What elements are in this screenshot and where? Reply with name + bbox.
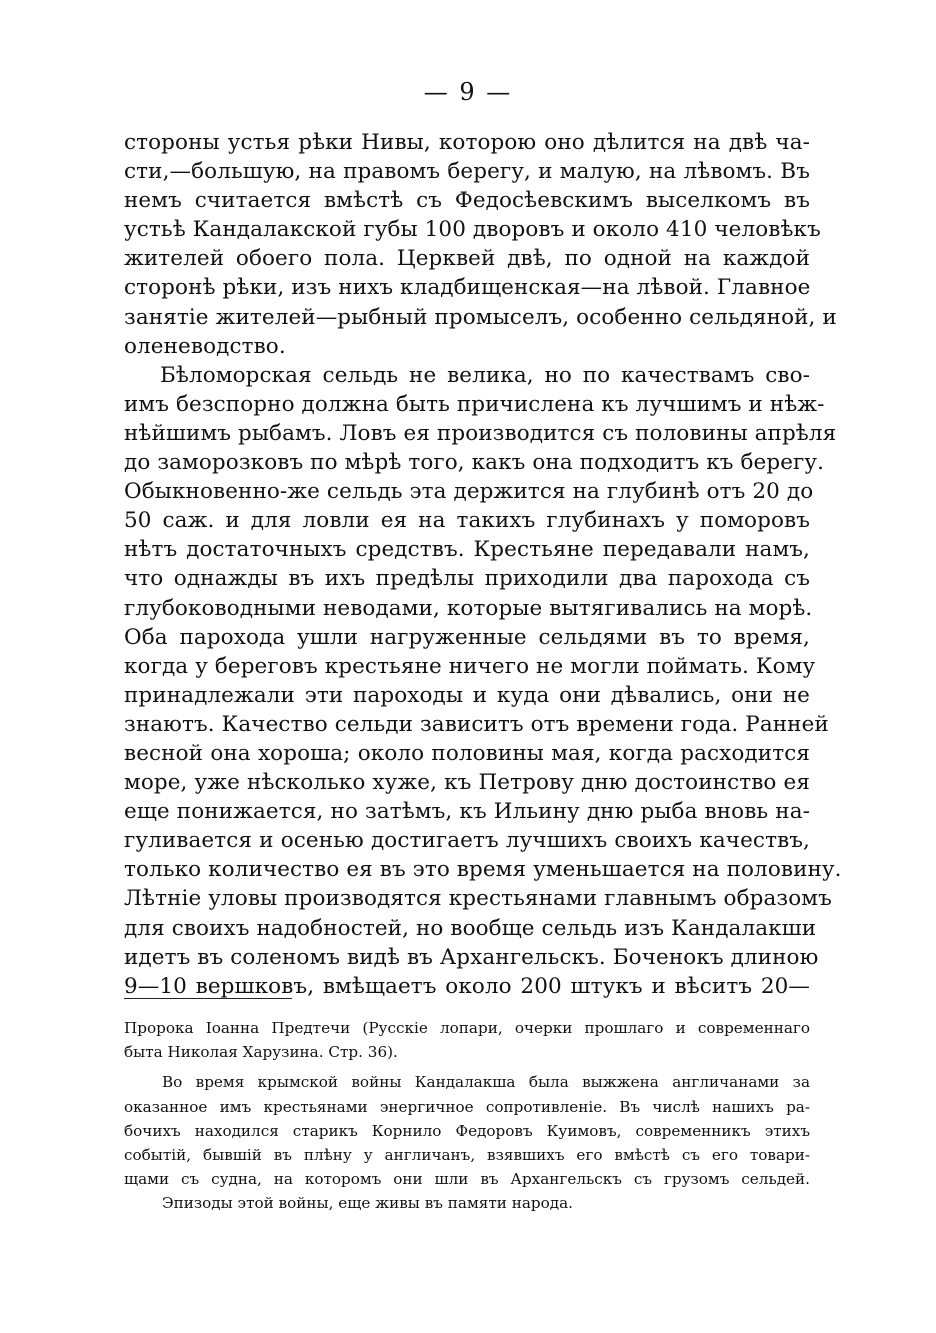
page-number: — 9 — xyxy=(423,78,513,106)
text-line: знаютъ. Качество сельди зависитъ отъ времени года. Ранней xyxy=(124,711,829,737)
paragraph-start-line: Бѣломорская сельдь не велика, но по качествамъ сво- xyxy=(160,362,810,388)
main-text-block xyxy=(124,128,842,1001)
footnote-line: быта Николая Харузина. Стр. 36). xyxy=(124,1043,398,1062)
text-line: стороны устья рѣки Нивы, которою оно дѣлится на двѣ ча- xyxy=(124,130,810,155)
footnote-line: щами съ судна, на которомъ они шли въ Архангельскъ съ грузомъ сельдей. xyxy=(124,1170,810,1189)
text-line: весной она хороша; около половины мая, когда расходится xyxy=(124,740,810,766)
footnote-divider xyxy=(124,998,292,999)
text-line: глубоководными неводами, которые вытягивались на морѣ. xyxy=(124,595,813,621)
footnote-line: бочихъ находился старикъ Корнило Федоровъ Куимовъ, современникъ этихъ xyxy=(124,1121,810,1140)
text-line: что однажды въ ихъ предѣлы приходили два парохода съ xyxy=(124,566,810,592)
text-line: до заморозковъ по мѣрѣ того, какъ она подходитъ къ берегу. xyxy=(124,450,825,476)
text-line: Обыкновенно-же сельдь эта держится на глубинѣ отъ 20 до xyxy=(124,479,814,505)
text-line: море, уже нѣсколько хуже, къ Петрову дню достоинство ея xyxy=(124,770,810,796)
text-line: 9—10 вершковъ, вмѣщаетъ около 200 штукъ и вѣситъ 20— xyxy=(124,973,810,999)
text-line: 50 саж. и для ловли ея на такихъ глубинахъ у поморовъ xyxy=(124,508,810,534)
text-line: жителей обоего пола. Церквей двѣ, по одной на каждой xyxy=(124,246,810,272)
text-line: принадлежали эти пароходы и куда они дѣвались, они не xyxy=(124,682,810,708)
text-line: оленеводство. xyxy=(124,333,286,359)
text-line: когда у береговъ крестьяне ничего не могли поймать. Кому xyxy=(124,653,816,679)
footnote-paragraph-start: Во время крымской войны Кандалакша была выжжена англичанами за xyxy=(162,1073,810,1092)
text-line: Оба парохода ушли нагруженные сельдями въ то время, xyxy=(124,624,810,650)
text-line: имъ безспорно должна быть причислена къ лучшимъ и нѣж- xyxy=(124,391,825,417)
text-line: немъ считается вмѣстѣ съ Федосѣевскимъ выселкомъ въ xyxy=(124,188,810,214)
footnote-line: Пророка Іоанна Предтечи (Русскіе лопари, очерки прошлаго и современнаго xyxy=(124,1019,810,1037)
text-line: устьѣ Кандалакской губы 100 дворовъ и около 410 человѣкъ xyxy=(124,217,821,243)
footnote-paragraph-start: Эпизоды этой войны, еще живы въ памяти народа. xyxy=(162,1194,573,1213)
text-line: еще понижается, но затѣмъ, къ Ильину дню рыба вновь на- xyxy=(124,799,810,825)
text-line: только количество ея въ это время уменьшается на половину. xyxy=(124,857,842,883)
text-line: нѣтъ достаточныхъ средствъ. Крестьяне передавали намъ, xyxy=(124,537,810,563)
footnotes-block xyxy=(124,1016,810,1216)
text-line: занятіе жителей—рыбный промыселъ, особенно сельдяной, и xyxy=(124,304,837,330)
text-line: идетъ въ соленомъ видѣ въ Архангельскъ. Боченокъ длиною xyxy=(124,944,819,970)
text-line: для своихъ надобностей, но вообще сельдь изъ Кандалакши xyxy=(124,915,817,941)
text-line: Лѣтніе уловы производятся крестьянами главнымъ образомъ xyxy=(124,886,832,912)
footnote-line: событій, бывшій въ плѣну у англичанъ, взявшихъ его вмѣстѣ съ его товари- xyxy=(124,1145,810,1164)
text-line: сторонѣ рѣки, изъ нихъ кладбищенская—на лѣвой. Главное xyxy=(124,275,811,301)
text-line: нѣйшимъ рыбамъ. Ловъ ея производится съ половины апрѣля xyxy=(124,420,837,446)
text-line: сти,—большую, на правомъ берегу, и малую, на лѣвомъ. Въ xyxy=(124,159,810,185)
text-line: гуливается и осенью достигаетъ лучшихъ своихъ качествъ, xyxy=(124,828,810,854)
footnote-line: оказанное имъ крестьянами энергичное сопротивленіе. Въ числѣ нашихъ ра- xyxy=(124,1097,810,1116)
